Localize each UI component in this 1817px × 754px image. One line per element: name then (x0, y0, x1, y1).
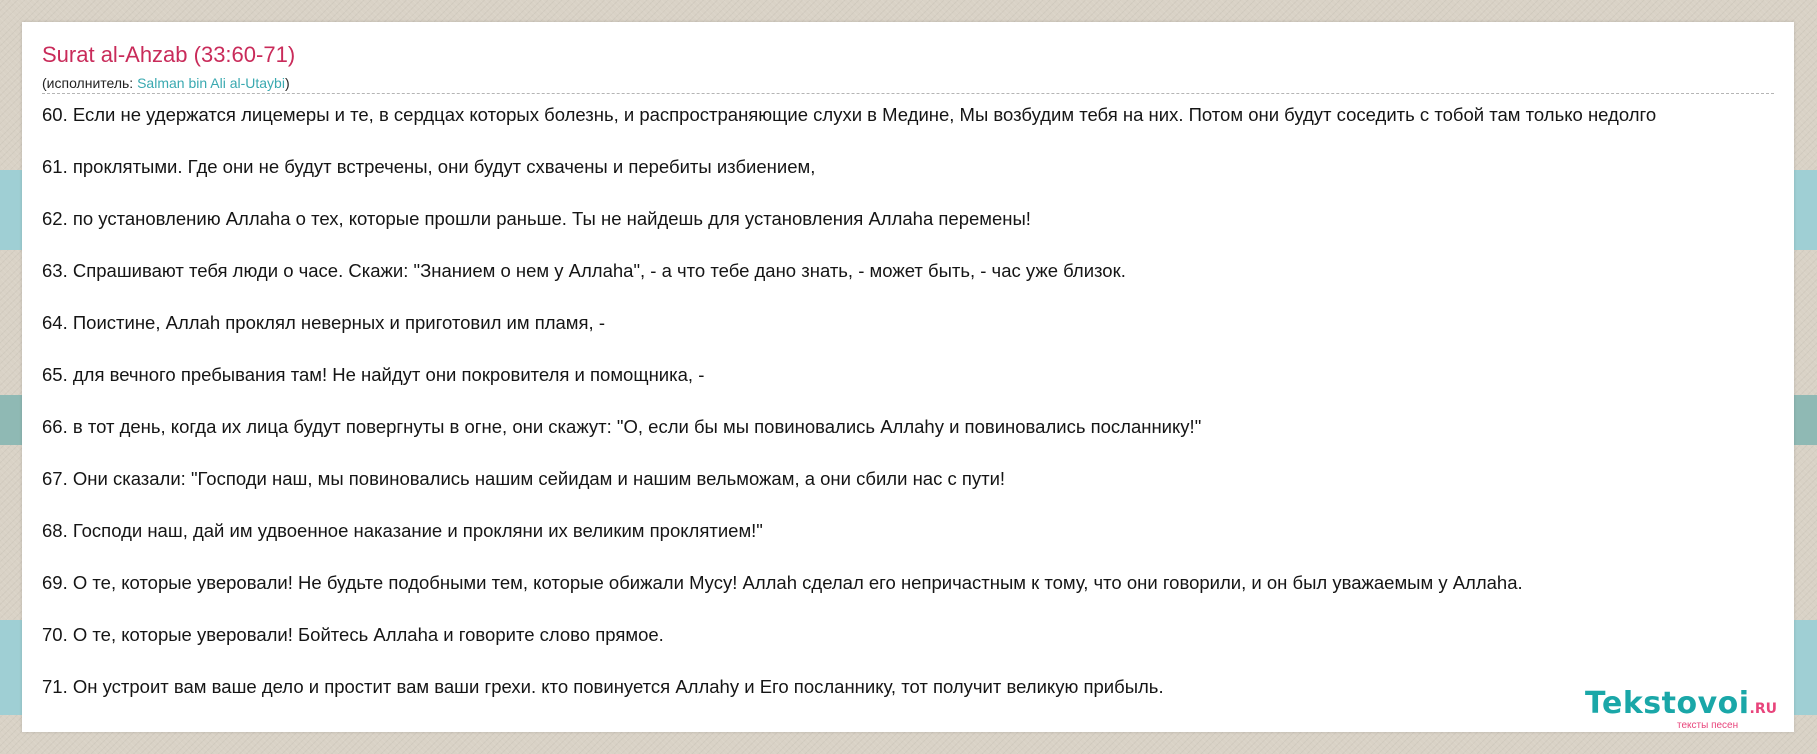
verse-line: 70. О те, которые уверовали! Бойтесь Аллаhа и говорите слово прямое. (42, 624, 664, 645)
tekstovoi-logo[interactable] (1585, 686, 1778, 732)
logo-subtitle: тексты песен (1677, 720, 1739, 731)
verse-line: 71. Он устроит вам ваше дело и простит вам ваши грехи. кто повинуется Аллаhу и Его посланнику, тот получит великую прибыль. (42, 676, 1164, 697)
performer-link[interactable]: Salman bin Ali al-Utaybi (137, 75, 285, 91)
performer-line (42, 74, 1774, 92)
song-header (42, 42, 1774, 94)
verse-line: 61. проклятыми. Где они не будут встречены, они будут схвачены и перебиты избиением, (42, 156, 816, 177)
lyrics-text (42, 104, 1794, 728)
verse-line: 66. в тот день, когда их лица будут повергнуты в огне, они скажут: "О, если бы мы повиновались Аллаhу и повиновались посланнику!" (42, 416, 1202, 437)
verse-line: 62. по установлению Аллаhа о тех, которые прошли раньше. Ты не найдешь для установления Аллаhа перемены! (42, 208, 1031, 229)
song-title: Surat al-Ahzab (33:60-71) (42, 42, 296, 67)
verse-line: 64. Поистине, Аллаh проклял неверных и приготовил им пламя, - (42, 312, 605, 333)
performer-prefix: (исполнитель: (42, 75, 138, 91)
performer-suffix: ) (284, 75, 290, 91)
verse-line: 67. Они сказали: "Господи наш, мы повиновались нашим сейидам и нашим вельможам, а они сбили нас с пути! (42, 468, 1006, 489)
verse-line: 60. Если не удержатся лицемеры и те, в сердцах которых болезнь, и распространяющие слухи в Медине, Мы возбудим тебя на них. Потом они будут соседить с тобой там только недолго (42, 104, 1657, 125)
verse-line: 69. О те, которые уверовали! Не будьте подобными тем, которые обижали Мусу! Аллаh сделал его непричастным к тому, что они говорили, и он был уважаемым у Аллаhа. (42, 572, 1523, 593)
verse-line: 68. Господи наш, дай им удвоенное наказание и прокляни их великим проклятием!" (42, 520, 763, 541)
verse-line: 63. Спрашивают тебя люди о часе. Скажи: "Знанием о нем у Аллаhа", - а что тебе дано знать, - может быть, - час уже близок. (42, 260, 1126, 281)
verse-line: 65. для вечного пребывания там! Не найдут они покровителя и помощника, - (42, 364, 705, 385)
logo-tld: .RU (1749, 701, 1778, 717)
logo-main-text: Tekstovoi (1585, 686, 1750, 721)
lyrics-card (22, 22, 1794, 732)
